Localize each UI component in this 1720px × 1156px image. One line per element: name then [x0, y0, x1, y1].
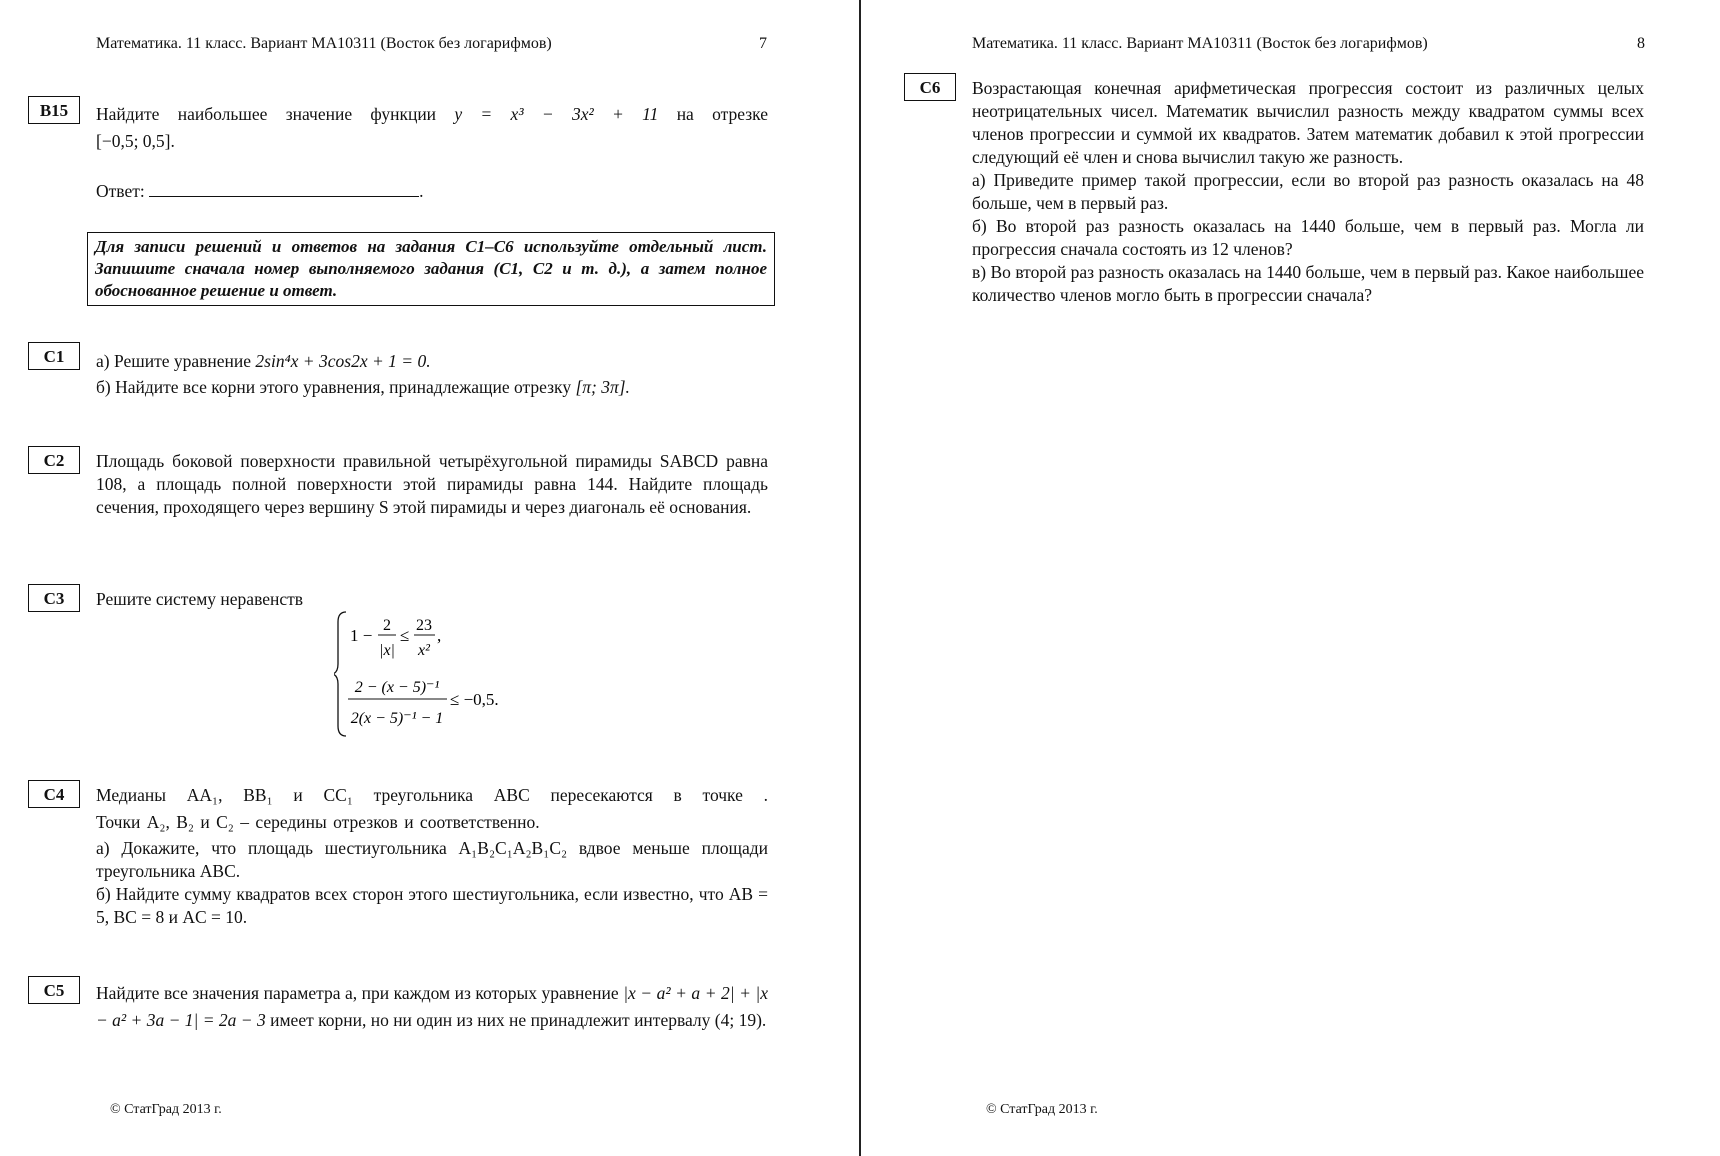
c3-le: ≤: [400, 626, 410, 645]
page-divider: [859, 0, 861, 1156]
task-c1: [96, 350, 768, 399]
c3-system-formula: [334, 608, 534, 740]
task-c4: [96, 784, 768, 929]
answer-blank[interactable]: [149, 195, 419, 197]
task-label-b15: B15: [28, 96, 80, 124]
b15-interval: [−0,5; 0,5].: [96, 131, 175, 151]
c6-intro: Возрастающая конечная арифметическая прогрессия состоит из различных целых неотрицательных чисел. Математик вычислил разность между квадратом суммы всех членов прогрессии и суммой их квадратов. Затем математик добавил к этой прогрессии следующий её член и снова вычислил такую же разность.: [972, 78, 1644, 167]
page-number: 8: [1637, 35, 1645, 52]
c5-text-end: имеет корни, но ни один из них не принадлежит интервалу (4; 19).: [270, 1010, 767, 1030]
instruction-box: Для записи решений и ответов на задания С1–С6 используйте отдельный лист. Запишите сначала номер выполняемого задания (С1, С2 и т. д.), а затем полное обоснованное решение и ответ.: [87, 232, 775, 306]
task-label-c4: C4: [28, 780, 80, 808]
right-page: [862, 0, 1720, 1156]
page-footer: © СтатГрад 2013 г.: [986, 1102, 1098, 1117]
b15-formula: y = x³ − 3x² + 11: [454, 104, 659, 124]
c6-part-b: б) Во второй раз разность оказалась на 1440 больше, чем в первый раз. Могла ли прогрессия сначала состоять из 12 членов?: [972, 216, 1644, 259]
task-c2: Площадь боковой поверхности правильной четырёхугольной пирамиды SABCD равна 108, а площадь полной поверхности этой пирамиды равна 144. Найдите площадь сечения, проходящего через вершину S этой пирамиды и через диагональ её основания.: [96, 451, 768, 517]
task-c5: [96, 980, 768, 1034]
system-brace: [334, 612, 346, 736]
page-footer: © СтатГрад 2013 г.: [110, 1102, 222, 1117]
c5-formula: |x − a² + a + 2| + |x − a² + 3a − 1| = 2a − 3: [96, 983, 768, 1030]
c3-frac1-num: 2: [383, 617, 391, 634]
task-label-c3: C3: [28, 584, 80, 612]
task-label-c2: C2: [28, 446, 80, 474]
answer-label: Ответ:: [96, 181, 145, 201]
task-c6: [972, 77, 1644, 307]
c3-frac2-den: x²: [418, 642, 430, 659]
page-header: Математика. 11 класс. Вариант МА10311 (Восток без логарифмов): [972, 35, 1428, 52]
c1-interval: [π; 3π].: [575, 377, 630, 397]
task-b15: Найдите наибольшее значение функции y = x³ − 3x² + 11 на отрезке [−0,5; 0,5]. Ответ: .: [96, 104, 768, 201]
c3-frac3-num: 2 − (x − 5)⁻¹: [354, 679, 440, 696]
c3-line1-lhs: 1 −: [350, 626, 373, 645]
task-label-c6: C6: [904, 73, 956, 101]
c1-line-a: а) Решите уравнение: [96, 351, 252, 371]
task-c3: Решите систему неравенств: [96, 589, 304, 609]
c3-comma: ,: [437, 626, 442, 645]
c1-formula: 2sin⁴x + 3cos2x + 1 = 0.: [255, 351, 431, 371]
b15-text-start: Найдите наибольшее значение функции: [96, 104, 437, 124]
page-number: 7: [759, 35, 767, 52]
c3-line2-rhs: ≤ −0,5.: [450, 690, 499, 709]
b15-text-mid: на отрезке: [676, 104, 768, 124]
task-label-c1: C1: [28, 342, 80, 370]
c6-part-a: а) Приведите пример такой прогрессии, если во второй раз разность оказалась на 48 больше, чем в первый раз.: [972, 170, 1644, 213]
page-header: Математика. 11 класс. Вариант МА10311 (Восток без логарифмов): [96, 35, 552, 52]
c3-frac2-num: 23: [416, 617, 432, 634]
c3-frac3-den: 2(x − 5)⁻¹ − 1: [350, 710, 444, 727]
c3-frac1-den: |x|: [379, 642, 395, 659]
c4-line1: Медианы AA₁, BB₁ и CC₁ треугольника ABC пересекаются в точке .: [96, 785, 768, 805]
c4-line4: б) Найдите сумму квадратов всех сторон этого шестиугольника, если известно, что AB = 5, BC = 8 и AC = 10.: [96, 884, 768, 927]
c5-text-start: Найдите все значения параметра a, при каждом из которых уравнение: [96, 983, 619, 1003]
task-label-c5: C5: [28, 976, 80, 1004]
c4-line3: а) Докажите, что площадь шестиугольника A₁B₂C₁A₂B₁C₂ вдвое меньше площади треугольника ABC.: [96, 838, 768, 881]
c4-line2: Точки A₂, B₂ и C₂ – середины отрезков и соответственно.: [96, 812, 540, 832]
c1-line-b: б) Найдите все корни этого уравнения, принадлежащие отрезку: [96, 377, 572, 397]
c6-part-c: в) Во второй раз разность оказалась на 1440 больше, чем в первый раз. Какое наибольшее количество членов могло быть в прогрессии сначала?: [972, 262, 1644, 305]
